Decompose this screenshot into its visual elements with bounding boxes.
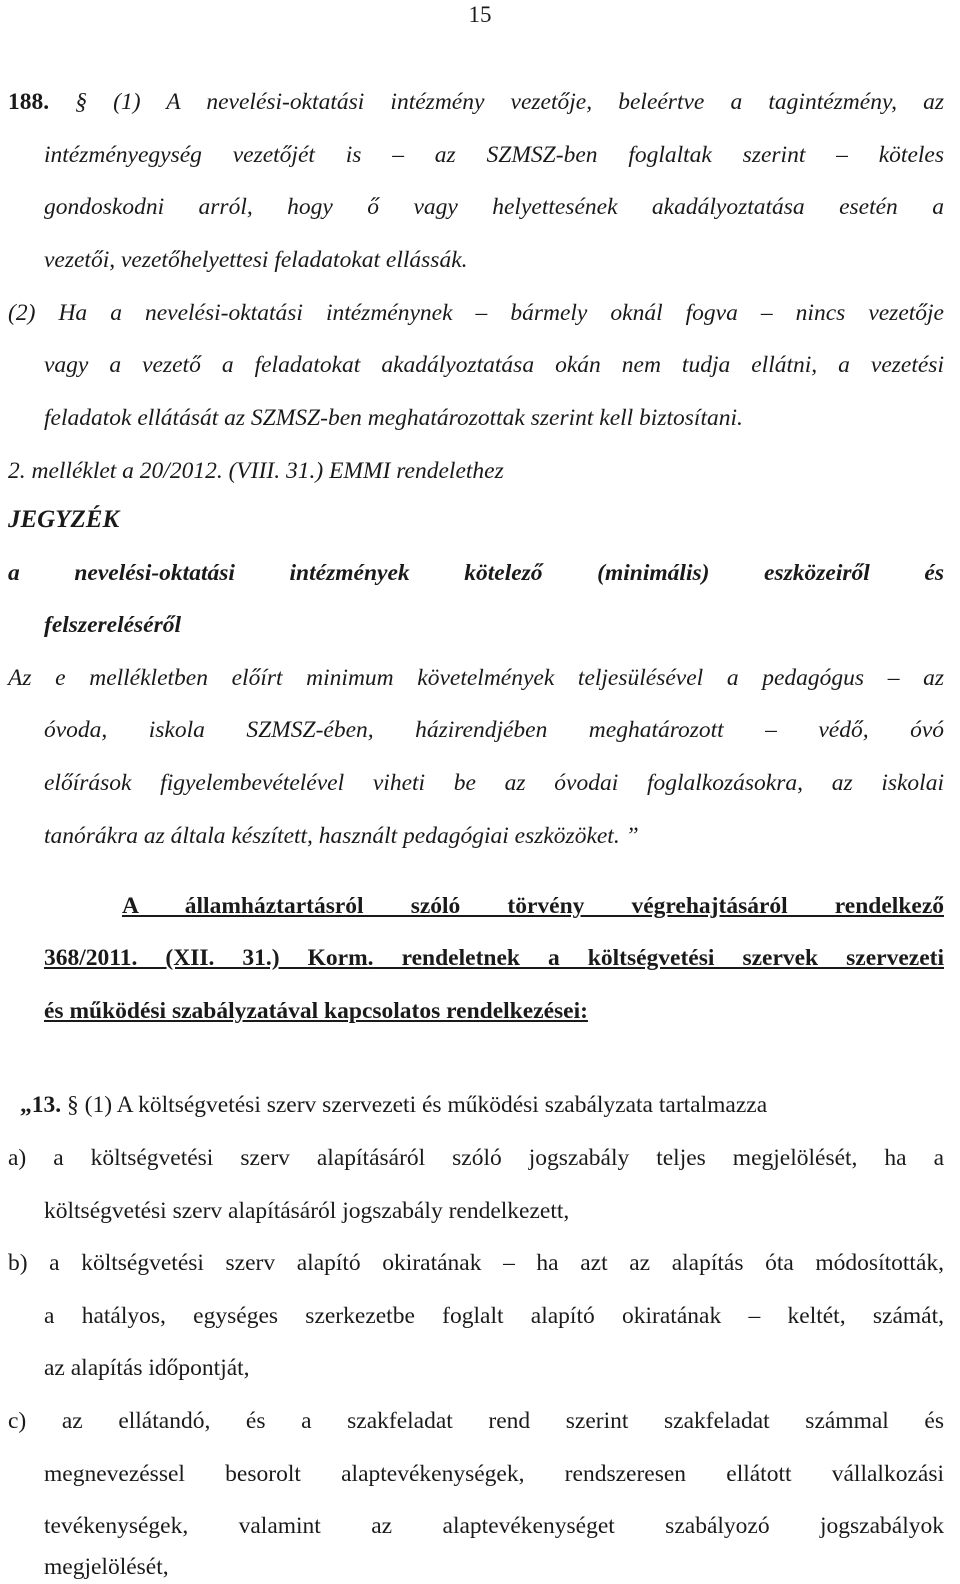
section-188-text-1: § (1) A nevelési-oktatási intézmény vezetője, beleértve a tagintézmény, az xyxy=(75,89,944,115)
item-c-line-2: megnevezéssel besorolt alaptevékenységek, rendszeresen ellátott vállalkozási xyxy=(44,1461,944,1487)
annex-subtitle-line-2: felszereléséről xyxy=(44,612,182,638)
regulation-heading-line-1: A államháztartásról szóló törvény végrehajtásáról rendelkező xyxy=(122,893,944,919)
item-c-line-1: c) az ellátandó, és a szakfeladat rend szerint szakfeladat számmal és xyxy=(8,1408,944,1434)
annex-paragraph-line-4: tanórákra az általa készített, használt pedagógiai eszközöket. ” xyxy=(44,823,639,849)
section-13-text: § (1) A költségvetési szerv szervezeti és működési szabályzata tartalmazza xyxy=(61,1092,768,1118)
regulation-heading-line-2 xyxy=(44,944,944,972)
annex-heading: JEGYZÉK xyxy=(8,506,120,533)
item-a-line-2: költségvetési szerv alapításáról jogszabály rendelkezett, xyxy=(44,1198,570,1224)
item-b-line-2: a hatályos, egységes szerkezetbe foglalt alapító okiratának – keltét, számát, xyxy=(44,1303,944,1329)
paragraph-2-line-1: (2) Ha a nevelési-oktatási intézménynek – bármely oknál fogva – nincs vezetője xyxy=(8,300,944,326)
annex-paragraph-line-2: óvoda, iskola SZMSZ-ében, házirendjében meghatározott – védő, óvó xyxy=(44,717,944,743)
paragraph-2-line-2: vagy a vezető a feladatokat akadályoztatása okán nem tudja ellátni, a vezetési xyxy=(44,352,944,378)
regulation-number: 368/2011. (XII. 31.) Korm. xyxy=(44,945,374,971)
item-b-line-1: b) a költségvetési szerv alapító okiratának – ha azt az alapítás óta módosították, xyxy=(8,1250,944,1276)
item-a-line-1: a) a költségvetési szerv alapításáról szóló jogszabály teljes megjelölését, ha a xyxy=(8,1145,944,1171)
section-13-line-1 xyxy=(20,1091,767,1119)
item-c-line-3: tevékenységek, valamint az alaptevékenységet szabályozó jogszabályok xyxy=(44,1513,944,1539)
section-13-number: „13. xyxy=(20,1092,62,1118)
page-number: 15 xyxy=(468,2,492,27)
section-188-line-2: intézményegység vezetőjét is – az SZMSZ-ben foglaltak szerint – köteles xyxy=(44,142,944,168)
regulation-heading-line-3: és működési szabályzatával kapcsolatos rendelkezései: xyxy=(44,998,588,1024)
item-b-line-3: az alapítás időpontját, xyxy=(44,1355,250,1381)
section-188-line-4: vezetői, vezetőhelyettesi feladatokat ellássák. xyxy=(44,247,468,273)
regulation-heading-text-2: rendeletnek a költségvetési szervek szervezeti xyxy=(373,945,944,971)
paragraph-2-line-3: feladatok ellátását az SZMSZ-ben meghatározottak szerint kell biztosítani. xyxy=(44,405,743,431)
section-188-number: 188. xyxy=(8,89,50,115)
annex-reference: 2. melléklet a 20/2012. (VIII. 31.) EMMI rendelethez xyxy=(8,458,504,484)
section-188-line-1 xyxy=(8,88,944,116)
item-c-line-4: megjelölését, xyxy=(44,1554,169,1580)
annex-paragraph-line-3: előírások figyelembevételével viheti be az óvodai foglalkozásokra, az iskolai xyxy=(44,770,944,796)
section-188-line-3: gondoskodni arról, hogy ő vagy helyettesének akadályoztatása esetén a xyxy=(44,194,944,220)
annex-paragraph-line-1: Az e mellékletben előírt minimum követelmények teljesülésével a pedagógus – az xyxy=(8,665,944,691)
annex-subtitle-line-1: a nevelési-oktatási intézmények kötelező (minimális) eszközeiről és xyxy=(8,560,944,586)
